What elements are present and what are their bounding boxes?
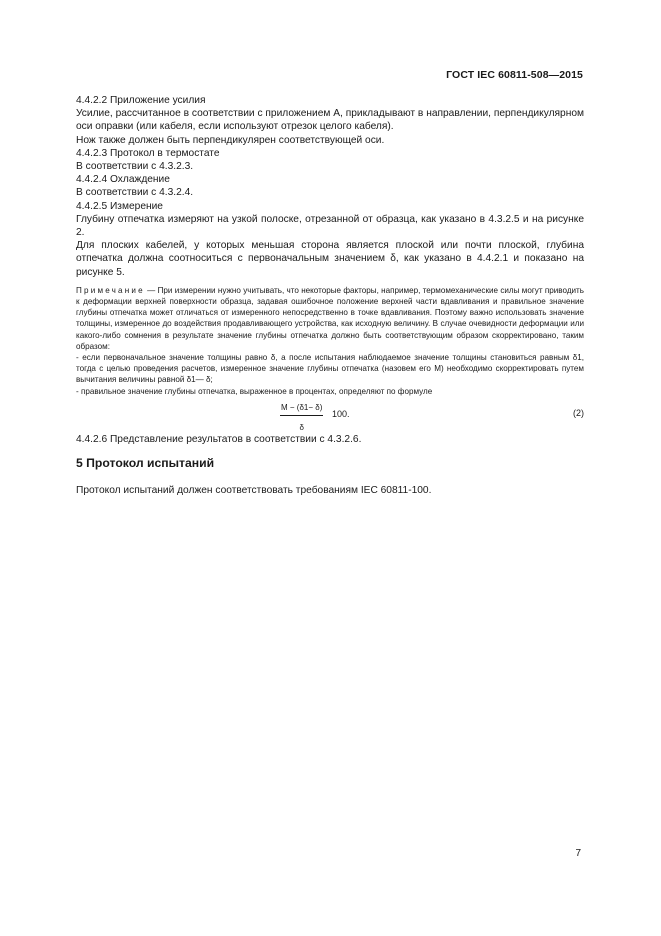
- note-block: [76, 285, 584, 397]
- note-paragraph: [76, 285, 584, 352]
- standard-header: ГОСТ IEC 60811-508—2015: [446, 69, 583, 81]
- note-item-2: - правильное значение глубины отпечатка, выраженное в процентах, определяют по формуле: [76, 386, 433, 396]
- formula-fraction: [280, 401, 323, 434]
- paragraph-knife: Нож также должен быть перпендикулярен соответствующей оси.: [76, 134, 385, 146]
- formula-numerator: M − (δ1− δ): [280, 401, 323, 416]
- page-body: [76, 94, 584, 497]
- subsection-title-4-4-2-5: 4.4.2.5 Измерение: [76, 200, 163, 212]
- note-label: Примечание: [76, 285, 145, 295]
- paragraph-4-4-2-4: В соответствии с 4.3.2.4.: [76, 187, 194, 199]
- paragraph-4-4-2-3: В соответствии с 4.3.2.3.: [76, 161, 194, 173]
- paragraph-measurement: Глубину отпечатка измеряют на узкой полоске, отрезанной от образца, как указано в 4.3.2.5 и на рисунке 2.: [76, 213, 584, 239]
- section-5-paragraph: Протокол испытаний должен соответствовать требованиям IEC 60811-100.: [76, 485, 432, 497]
- subsection-title-4-4-2-3: 4.4.2.3 Протокол в термостате: [76, 147, 220, 159]
- formula-denominator: δ: [299, 423, 304, 433]
- subsection-title-4-4-2-2: 4.4.2.2 Приложение усилия: [76, 95, 206, 106]
- page-number: 7: [575, 848, 581, 859]
- paragraph-force-application: Усилие, рассчитанное в соответствии с приложением А, прикладывают в направлении, перпендикулярном оси оправки (или кабеля, если используют отрезок целого кабеля).: [76, 108, 584, 133]
- formula-number: (2): [573, 407, 584, 418]
- section-5-title: 5 Протокол испытаний: [76, 456, 215, 471]
- note-item-1: - если первоначальное значение толщины равно δ, а после испытания наблюдаемое значение толщины становиться равным δ1, тогда с целью проведения расчетов, измеренное значение глубины отпечатка (назовем его M) необходимо скорректировать путем вычитания величины равной δ1— δ;: [76, 353, 584, 385]
- subsection-4-4-2-6: 4.4.2.6 Представление результатов в соответствии с 4.3.2.6.: [76, 433, 362, 445]
- subsection-title-4-4-2-4: 4.4.2.4 Охлаждение: [76, 174, 170, 186]
- formula-2: [76, 399, 584, 433]
- paragraph-flat-cables: Для плоских кабелей, у которых меньшая сторона является плоской или почти плоской, глубина отпечатка должна соотноситься с первоначальным значением δ, как указано в 4.4.2.1 и показано на рисунке 5.: [76, 240, 584, 278]
- note-text: — При измерении нужно учитывать, что некоторые факторы, например, термомеханические силы могут приводить к деформации верхней поверхности образца, задавая ошибочное положение верхней части вдавливания и правильное значение глубины отпечатка может отличаться от измеренного непосредственно в точке вдавливания. Поэтому важно использовать значение толщины, измеренное до воздействия продавливающего устройства, как исходную величину. В случае очевидности деформации или какого-либо сомнения в результате значение глубины отпечатка должно быть соответствующим образом скорректировано, таким образом:: [76, 285, 584, 351]
- formula-multiplier: 100.: [332, 408, 350, 419]
